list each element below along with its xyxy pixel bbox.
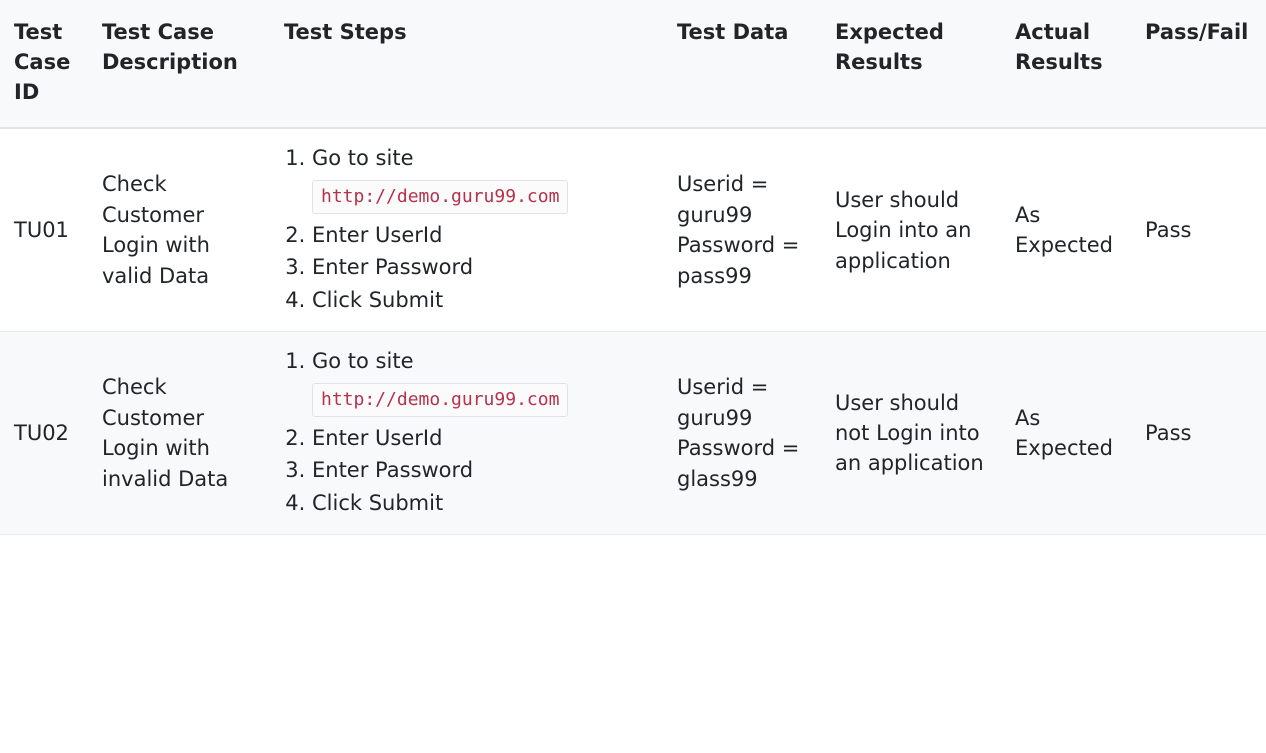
cell-actual-results: As Expected [1001,128,1131,331]
column-header-pass-fail: Pass/Fail [1131,0,1266,128]
cell-test-case-id: TU01 [0,128,88,331]
test-step-item [312,143,649,218]
test-step-text: Go to site [312,349,414,374]
column-header-test-case-id: Test Case ID [0,0,88,128]
table-row [0,128,1266,331]
column-header-test-steps: Test Steps [270,0,663,128]
test-data-line: Userid = [677,375,769,400]
column-header-actual-results: Actual Results [1001,0,1131,128]
table-row [0,332,1266,535]
table-header [0,0,1266,128]
cell-expected-results: User should Login into an application [821,128,1001,331]
cell-test-steps [270,128,663,331]
test-step-item: 3. Enter Password [312,455,649,485]
test-step-item [312,346,649,421]
test-steps-list [284,346,649,518]
test-step-item: 2. Enter UserId [312,423,649,453]
test-step-item: 4. Click Submit [312,285,649,315]
cell-actual-results: As Expected [1001,332,1131,535]
test-step-item: 3. Enter Password [312,252,649,282]
test-step-item: 4. Click Submit [312,488,649,518]
test-data-line: glass99 [677,466,758,491]
test-data-line: pass99 [677,263,752,288]
column-header-expected-results: Expected Results [821,0,1001,128]
test-step-url: http://demo.guru99.com [312,180,568,214]
test-data-line: Userid = [677,172,769,197]
cell-expected-results: User should not Login into an application [821,332,1001,535]
test-step-url: http://demo.guru99.com [312,383,568,417]
cell-test-case-description: Check Customer Login with valid Data [88,128,270,331]
test-step-item: 2. Enter UserId [312,220,649,250]
cell-pass-fail: Pass [1131,332,1266,535]
table-header-row [0,0,1266,128]
cell-test-case-description: Check Customer Login with invalid Data [88,332,270,535]
test-data-line: guru99 [677,405,753,430]
table-body [0,128,1266,534]
column-header-test-case-description: Test Case Description [88,0,270,128]
cell-test-steps [270,332,663,535]
test-data-line: Password = [677,436,800,461]
cell-test-data [663,128,821,331]
cell-test-case-id: TU02 [0,332,88,535]
cell-pass-fail: Pass [1131,128,1266,331]
test-steps-list [284,143,649,315]
cell-test-data [663,332,821,535]
test-data-line: Password = [677,233,800,258]
test-step-text: Go to site [312,146,414,171]
test-data-line: guru99 [677,202,753,227]
column-header-test-data: Test Data [663,0,821,128]
